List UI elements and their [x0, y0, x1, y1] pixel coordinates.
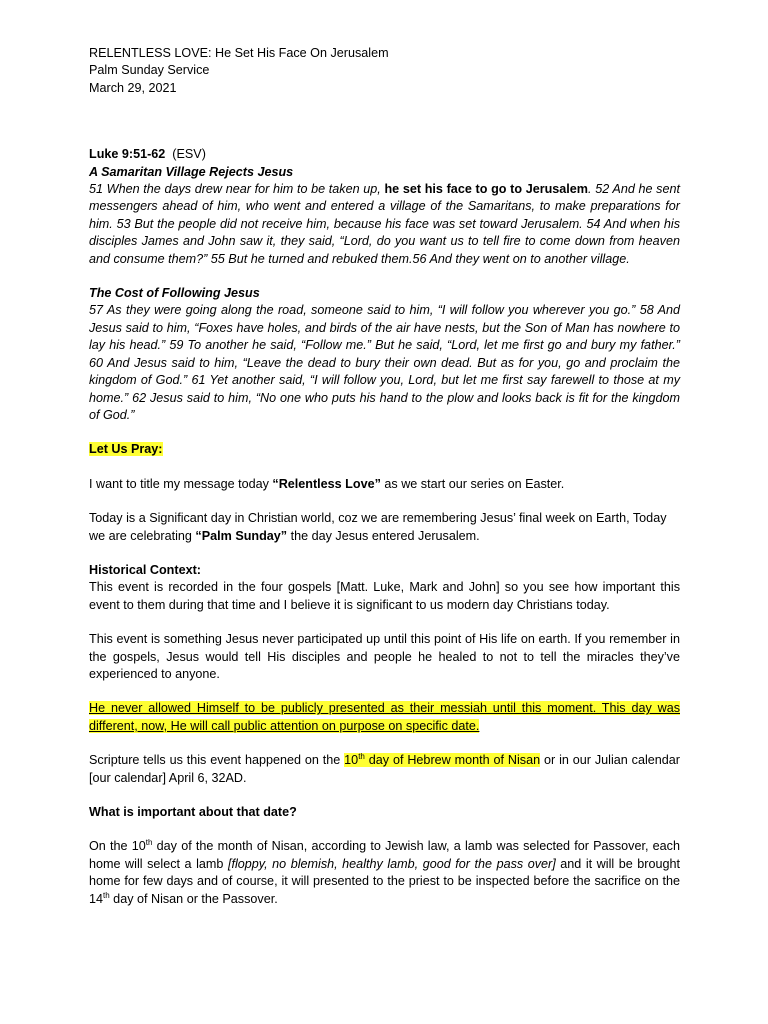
section1-heading: A Samaritan Village Rejects Jesus	[89, 164, 294, 179]
title-para-b: as we start our series on Easter.	[380, 476, 565, 491]
section1-bold: he set his face to go to Jerusalem	[384, 182, 589, 197]
section1-text	[89, 181, 680, 268]
prayer-label: Let Us Pray:	[89, 442, 163, 457]
question-line: What is important about that date?	[89, 805, 297, 819]
passover-part-a: day of the month of Nisan, according to Jewish law, a lamb was selected for Passover, each home will select a lamb	[89, 839, 680, 871]
today-para-a: Today is a Significant day in Christian world, coz we are remembering Jesus’ final week on Earth, Today we are celebrating	[89, 511, 667, 543]
version-text: (ESV)	[165, 147, 206, 162]
date-para-b: or in our Julian calendar [our calendar] April 6, 32AD.	[89, 753, 680, 785]
passover-day-suffix: th	[145, 838, 153, 848]
date-para-a: Scripture tells us this event happened on the	[89, 753, 345, 768]
passover-part-c: day of Nisan or the Passover.	[109, 891, 278, 906]
date-month: day of Hebrew month of Nisan	[364, 753, 541, 768]
messiah-paragraph	[89, 700, 680, 735]
title-para-bold: “Relentless Love”	[272, 476, 381, 491]
reference-text: Luke 9:51-62	[89, 147, 166, 162]
service-name: Palm Sunday Service	[89, 63, 210, 78]
passover-14-suffix: th	[103, 890, 110, 900]
scripture-date-paragraph	[89, 752, 680, 787]
section2-heading: The Cost of Following Jesus	[89, 286, 260, 301]
today-para-b: the day Jesus entered Jerusalem.	[287, 528, 480, 543]
section1-part-b: . 52 And he sent messengers ahead of him, who went and entered a village of the Samaritans, to make preparations for him. 53 But the people did not receive him, because his face was set toward Jerusalem. 54 And when his disciples James and John saw it, they said, “Lord, do you want us to tell fire to come down from heaven and consume them?” 55 But he turned and rebuked them.56 And they went on to another village.	[89, 182, 680, 266]
date-day-number: 10	[344, 753, 359, 768]
never-paragraph: This event is something Jesus never participated up until this point of His life on earth. If you remember in the gospels, Jesus would tell His disciples and people he healed to not to tell the miracles they’ve experienced to anyone.	[89, 632, 680, 681]
messiah-highlight: He never allowed Himself to be publicly presented as their messiah until this moment. This day was different, now, He will call public attention on purpose on specific date.	[89, 701, 680, 733]
sermon-title: RELENTLESS LOVE: He Set His Face On Jerusalem	[89, 46, 389, 60]
historical-heading: Historical Context:	[89, 562, 201, 577]
prayer-line	[89, 441, 680, 458]
passover-part-b: and it will be brought home for few days and of course, it will presented to the priest to be inspected before the sacrifice on the 14	[89, 856, 680, 906]
title-paragraph	[89, 476, 680, 493]
title-para-a: I want to title my message today	[89, 476, 273, 491]
scripture-reference	[89, 146, 680, 163]
historical-text: This event is recorded in the four gospels [Matt. Luke, Mark and John] so you see how important this event to them during that time and I believe it is significant to us modern day Christians today.	[89, 580, 680, 612]
date-day-suffix: th	[358, 752, 365, 761]
sermon-header	[89, 45, 680, 97]
section1-part-a: 51 When the days drew near for him to be taken up,	[89, 182, 385, 197]
passover-paragraph	[89, 838, 680, 908]
date-highlight	[344, 753, 540, 767]
passover-day: On the 10	[89, 839, 146, 854]
section2-text: 57 As they were going along the road, someone said to him, “I will follow you wherever you go.” 58 And Jesus said to him, “Foxes have holes, and birds of the air have nests, but the Son of Man has nowhere to lay his head.” 59 To another he said, “Follow me.” But he said, “Lord, let me first go and bury my father.” 60 And Jesus said to him, “Leave the dead to bury their own dead. But as for you, go and proclaim the kingdom of God.” 61 Yet another said, “I will follow you, Lord, but let me first say farewell to those at my home.” 62 Jesus said to him, “No one who puts his hand to the plow and looks back is fit for the kingdom of God.”	[89, 303, 680, 422]
service-date: March 29, 2021	[89, 80, 177, 95]
today-para-bold: “Palm Sunday”	[195, 528, 288, 543]
passover-italic: [floppy, no blemish, healthy lamb, good for the pass over]	[227, 856, 556, 871]
today-paragraph	[89, 510, 680, 545]
